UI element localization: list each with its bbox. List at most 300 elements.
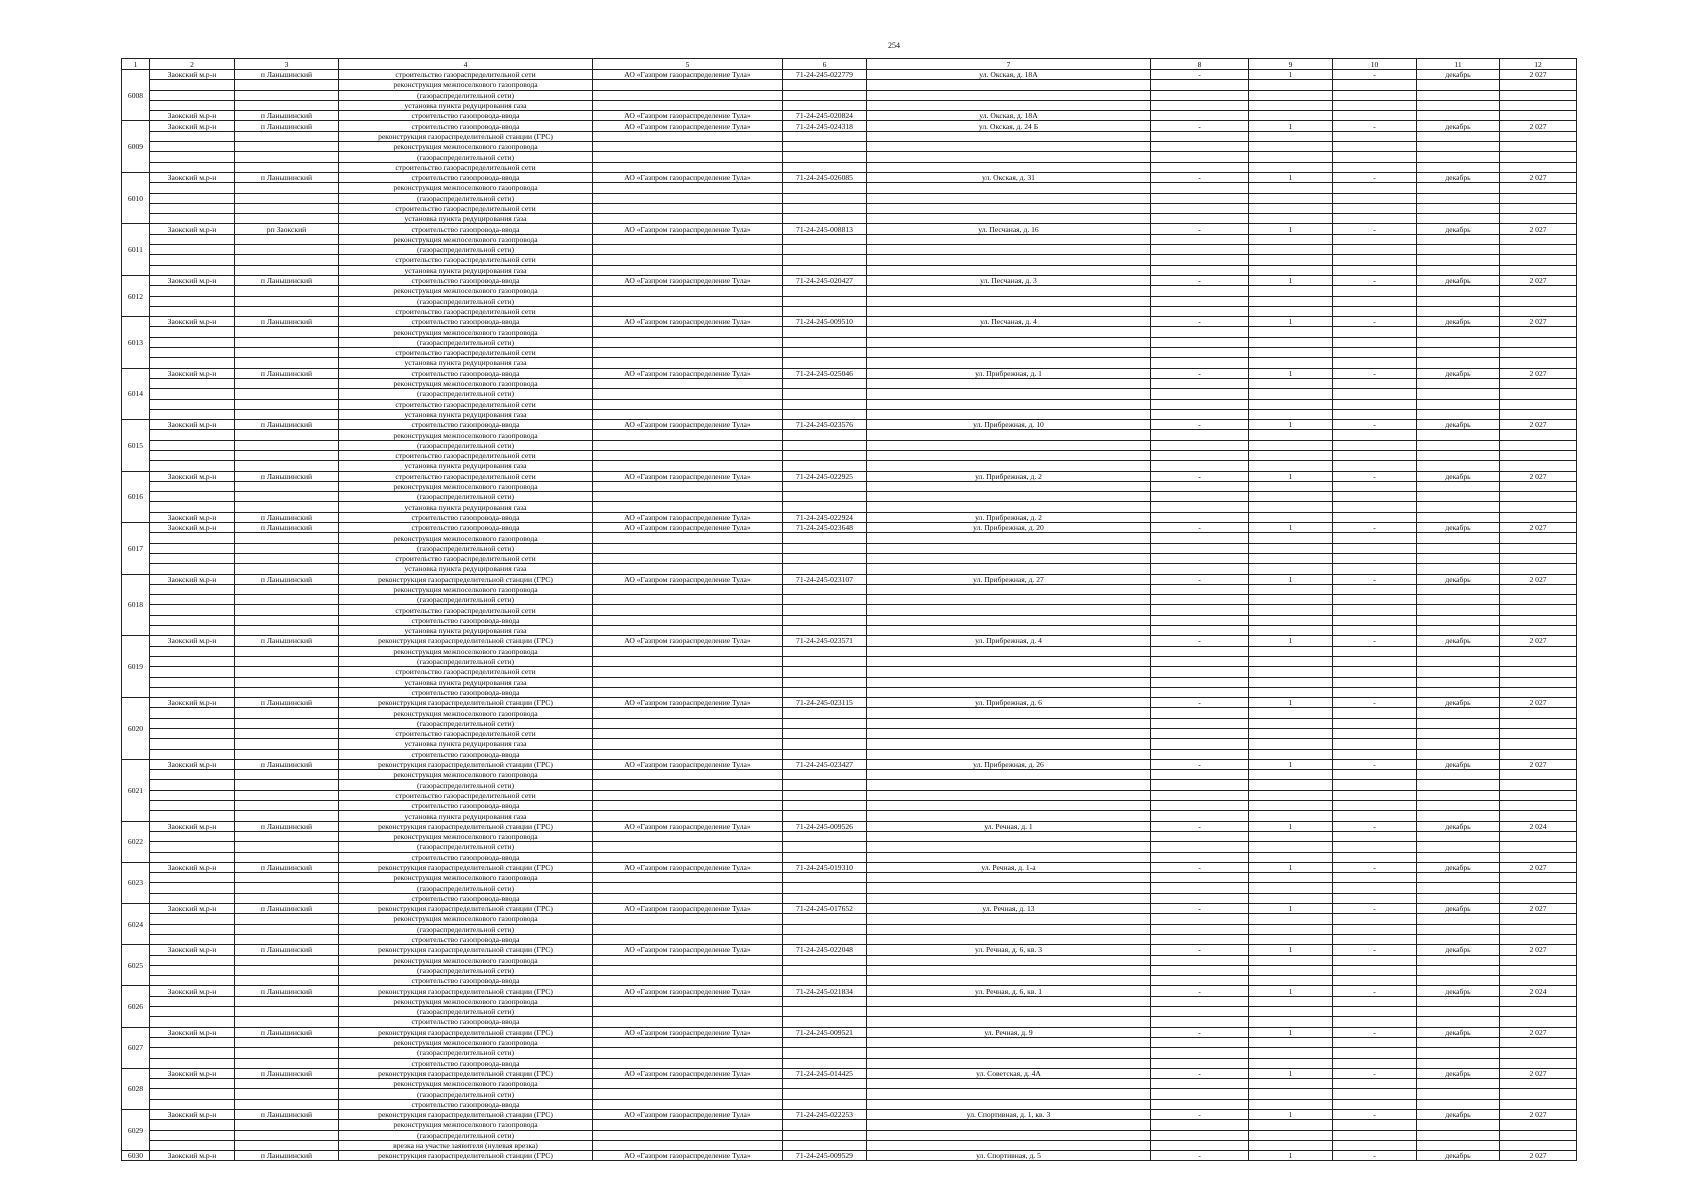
column-9-cell: 1	[1249, 523, 1333, 533]
cadastral-number-cell	[783, 1089, 867, 1099]
organization-cell	[593, 770, 783, 780]
empty-cell	[1151, 1007, 1249, 1017]
empty-cell	[1333, 255, 1417, 265]
organization-cell	[593, 656, 783, 666]
empty-cell	[1500, 80, 1577, 90]
district-cell	[150, 564, 235, 574]
work-type-cell: строительство газопровода-ввода	[339, 1099, 593, 1109]
empty-cell	[1417, 656, 1500, 666]
organization-cell	[593, 739, 783, 749]
empty-cell	[1417, 749, 1500, 759]
empty-cell	[1333, 914, 1417, 924]
year-cell: 2 027	[1500, 1151, 1577, 1161]
empty-cell	[1151, 162, 1249, 172]
empty-cell	[1500, 1099, 1577, 1109]
settlement-cell	[235, 296, 339, 306]
cadastral-number-cell	[783, 934, 867, 944]
empty-cell	[1417, 327, 1500, 337]
empty-cell	[1249, 996, 1333, 1006]
work-type-cell: реконструкция межпоселкового газопровода	[339, 533, 593, 543]
address-cell	[867, 790, 1151, 800]
empty-cell	[1249, 842, 1333, 852]
table-row	[122, 924, 1577, 934]
empty-cell	[1249, 440, 1333, 450]
column-8-cell: -	[1151, 275, 1249, 285]
empty-cell	[1500, 718, 1577, 728]
district-cell: Заокский м.р-н	[150, 224, 235, 234]
column-10-cell: -	[1333, 1068, 1417, 1078]
empty-cell	[1417, 842, 1500, 852]
empty-cell	[1417, 553, 1500, 563]
address-cell	[867, 100, 1151, 110]
column-9-cell: 1	[1249, 275, 1333, 285]
empty-cell	[1333, 595, 1417, 605]
district-cell	[150, 131, 235, 141]
district-cell	[150, 729, 235, 739]
organization-cell	[593, 214, 783, 224]
organization-cell	[593, 1007, 783, 1017]
empty-cell	[1333, 687, 1417, 697]
table-row	[122, 378, 1577, 388]
empty-cell	[1417, 80, 1500, 90]
empty-cell	[1151, 327, 1249, 337]
empty-cell	[1151, 790, 1249, 800]
column-8-cell: -	[1151, 70, 1249, 80]
organization-cell	[593, 1058, 783, 1068]
settlement-cell: п Ланьшинский	[235, 904, 339, 914]
empty-cell	[1249, 1037, 1333, 1047]
empty-cell	[1151, 399, 1249, 409]
district-cell: Заокский м.р-н	[150, 862, 235, 872]
organization-cell: АО «Газпром газораспределение Тула»	[593, 759, 783, 769]
empty-cell	[1500, 389, 1577, 399]
column-9-cell: 1	[1249, 759, 1333, 769]
record-number-cell: 6018	[122, 574, 150, 636]
address-cell	[867, 965, 1151, 975]
address-cell: ул. Спортивная, д. 5	[867, 1151, 1151, 1161]
district-cell: Заокский м.р-н	[150, 1109, 235, 1119]
column-8-cell: -	[1151, 1151, 1249, 1161]
empty-cell	[1417, 1089, 1500, 1099]
table-row	[122, 90, 1577, 100]
cadastral-number-cell	[783, 461, 867, 471]
empty-cell	[1249, 131, 1333, 141]
work-type-cell: реконструкция межпоселкового газопровода	[339, 481, 593, 491]
cadastral-number-cell	[783, 245, 867, 255]
organization-cell	[593, 286, 783, 296]
settlement-cell	[235, 337, 339, 347]
cadastral-number-cell	[783, 142, 867, 152]
cadastral-number-cell: 71-24-245-009521	[783, 1027, 867, 1037]
settlement-cell	[235, 873, 339, 883]
column-8-cell: -	[1151, 986, 1249, 996]
empty-cell	[1500, 770, 1577, 780]
empty-cell	[1417, 337, 1500, 347]
empty-cell	[1500, 914, 1577, 924]
cadastral-number-cell	[783, 790, 867, 800]
table-row	[122, 255, 1577, 265]
empty-cell	[1500, 831, 1577, 841]
organization-cell: АО «Газпром газораспределение Тула»	[593, 862, 783, 872]
empty-cell	[1333, 1099, 1417, 1109]
column-number: 6	[783, 59, 867, 70]
record-number-cell: 6013	[122, 317, 150, 368]
empty-cell	[1500, 883, 1577, 893]
work-type-cell: строительство газопровода-ввода	[339, 687, 593, 697]
organization-cell	[593, 306, 783, 316]
district-cell	[150, 461, 235, 471]
work-type-cell: реконструкция межпоселкового газопровода	[339, 914, 593, 924]
address-cell	[867, 955, 1151, 965]
empty-cell	[1333, 214, 1417, 224]
cadastral-number-cell	[783, 1058, 867, 1068]
empty-cell	[1417, 543, 1500, 553]
district-cell	[150, 893, 235, 903]
cadastral-number-cell	[783, 409, 867, 419]
district-cell	[150, 358, 235, 368]
empty-cell	[1333, 1079, 1417, 1089]
cadastral-number-cell	[783, 162, 867, 172]
settlement-cell	[235, 656, 339, 666]
empty-cell	[1500, 183, 1577, 193]
settlement-cell	[235, 646, 339, 656]
address-cell: ул. Окская, д. 31	[867, 172, 1151, 182]
empty-cell	[1249, 183, 1333, 193]
organization-cell	[593, 152, 783, 162]
year-cell: 2 027	[1500, 121, 1577, 131]
empty-cell	[1333, 461, 1417, 471]
settlement-cell	[235, 667, 339, 677]
district-cell	[150, 1048, 235, 1058]
work-type-cell: (газораспределительной сети)	[339, 245, 593, 255]
organization-cell: АО «Газпром газораспределение Тула»	[593, 1109, 783, 1119]
organization-cell	[593, 996, 783, 1006]
table-row	[122, 615, 1577, 625]
address-cell	[867, 584, 1151, 594]
empty-cell	[1249, 914, 1333, 924]
table-row	[122, 790, 1577, 800]
column-9-cell: 1	[1249, 1068, 1333, 1078]
table-row	[122, 708, 1577, 718]
cadastral-number-cell: 71-24-245-023427	[783, 759, 867, 769]
table-row	[122, 996, 1577, 1006]
address-cell	[867, 80, 1151, 90]
address-cell	[867, 718, 1151, 728]
empty-cell	[1151, 718, 1249, 728]
work-type-cell: реконструкция межпоселкового газопровода	[339, 955, 593, 965]
table-row	[122, 399, 1577, 409]
month-cell: декабрь	[1417, 986, 1500, 996]
work-type-cell: (газораспределительной сети)	[339, 883, 593, 893]
empty-cell	[1500, 708, 1577, 718]
empty-cell	[1333, 203, 1417, 213]
cadastral-number-cell: 71-24-245-009529	[783, 1151, 867, 1161]
empty-cell	[1249, 1079, 1333, 1089]
district-cell	[150, 1037, 235, 1047]
table-row	[122, 801, 1577, 811]
settlement-cell	[235, 461, 339, 471]
empty-cell	[1417, 729, 1500, 739]
district-cell	[150, 801, 235, 811]
cadastral-number-cell: 71-24-245-021834	[783, 986, 867, 996]
cadastral-number-cell	[783, 924, 867, 934]
settlement-cell	[235, 409, 339, 419]
organization-cell	[593, 595, 783, 605]
cadastral-number-cell	[783, 502, 867, 512]
address-cell	[867, 430, 1151, 440]
empty-cell	[1500, 142, 1577, 152]
organization-cell	[593, 337, 783, 347]
table-row	[122, 1037, 1577, 1047]
settlement-cell	[235, 358, 339, 368]
settlement-cell	[235, 193, 339, 203]
empty-cell	[1500, 162, 1577, 172]
empty-cell	[1249, 378, 1333, 388]
district-cell	[150, 718, 235, 728]
settlement-cell	[235, 234, 339, 244]
column-10-cell: -	[1333, 275, 1417, 285]
column-8-cell: -	[1151, 523, 1249, 533]
work-type-cell: (газораспределительной сети)	[339, 965, 593, 975]
organization-cell	[593, 780, 783, 790]
settlement-cell	[235, 1130, 339, 1140]
cadastral-number-cell	[783, 553, 867, 563]
district-cell	[150, 450, 235, 460]
column-9-cell: 1	[1249, 821, 1333, 831]
work-type-cell: установка пункта редуцирования газа	[339, 461, 593, 471]
column-8-cell: -	[1151, 368, 1249, 378]
table-row	[122, 976, 1577, 986]
table-row	[122, 584, 1577, 594]
settlement-cell: п Ланьшинский	[235, 111, 339, 121]
work-type-cell: реконструкция газораспределительной станции (ГРС)	[339, 821, 593, 831]
table-row	[122, 461, 1577, 471]
column-9-cell: 1	[1249, 1151, 1333, 1161]
table-row	[122, 595, 1577, 605]
column-10-cell: -	[1333, 70, 1417, 80]
empty-cell	[1249, 90, 1333, 100]
address-cell	[867, 1099, 1151, 1109]
address-cell: ул. Прибрежная, д. 4	[867, 636, 1151, 646]
organization-cell: АО «Газпром газораспределение Тула»	[593, 574, 783, 584]
district-cell	[150, 646, 235, 656]
empty-cell	[1151, 656, 1249, 666]
empty-cell	[1249, 646, 1333, 656]
organization-cell	[593, 811, 783, 821]
address-cell	[867, 677, 1151, 687]
cadastral-number-cell	[783, 1099, 867, 1109]
empty-cell	[1417, 502, 1500, 512]
empty-cell	[1151, 667, 1249, 677]
settlement-cell	[235, 100, 339, 110]
settlement-cell	[235, 389, 339, 399]
cadastral-number-cell: 71-24-245-009510	[783, 317, 867, 327]
address-cell	[867, 1130, 1151, 1140]
table-row	[122, 111, 1577, 121]
district-cell	[150, 1140, 235, 1150]
empty-cell	[1333, 801, 1417, 811]
empty-cell	[1249, 965, 1333, 975]
record-number-cell: 6010	[122, 172, 150, 223]
cadastral-number-cell	[783, 255, 867, 265]
column-9-cell: 1	[1249, 172, 1333, 182]
address-cell	[867, 450, 1151, 460]
empty-cell	[1333, 142, 1417, 152]
settlement-cell	[235, 1037, 339, 1047]
month-cell: декабрь	[1417, 471, 1500, 481]
empty-cell	[1417, 595, 1500, 605]
column-10-cell: -	[1333, 821, 1417, 831]
empty-cell	[1151, 502, 1249, 512]
empty-cell	[1151, 152, 1249, 162]
district-cell	[150, 934, 235, 944]
address-cell	[867, 348, 1151, 358]
address-cell	[867, 214, 1151, 224]
cadastral-number-cell	[783, 1007, 867, 1017]
district-cell	[150, 142, 235, 152]
address-cell: ул. Спортивная, д. 1, кв. 3	[867, 1109, 1151, 1119]
empty-cell	[1249, 481, 1333, 491]
table-row	[122, 636, 1577, 646]
settlement-cell	[235, 1017, 339, 1027]
column-10-cell: -	[1333, 1109, 1417, 1119]
work-type-cell: установка пункта редуцирования газа	[339, 564, 593, 574]
table-row	[122, 348, 1577, 358]
settlement-cell	[235, 214, 339, 224]
organization-cell: АО «Газпром газораспределение Тула»	[593, 1027, 783, 1037]
empty-cell	[1249, 893, 1333, 903]
empty-cell	[1333, 729, 1417, 739]
work-type-cell: (газораспределительной сети)	[339, 595, 593, 605]
district-cell	[150, 605, 235, 615]
district-cell: Заокский м.р-н	[150, 512, 235, 522]
address-cell	[867, 914, 1151, 924]
table-row	[122, 121, 1577, 131]
cadastral-number-cell	[783, 842, 867, 852]
record-number-cell: 6029	[122, 1109, 150, 1150]
address-cell: ул. Речная, д. 1	[867, 821, 1151, 831]
table-row	[122, 172, 1577, 182]
district-cell	[150, 348, 235, 358]
empty-cell	[1333, 1058, 1417, 1068]
empty-cell	[1249, 80, 1333, 90]
empty-cell	[1333, 90, 1417, 100]
empty-cell	[1249, 873, 1333, 883]
work-type-cell: врезка на участке заявителя (нулевая врезка)	[339, 1140, 593, 1150]
settlement-cell	[235, 399, 339, 409]
settlement-cell	[235, 780, 339, 790]
empty-cell	[1417, 286, 1500, 296]
empty-cell	[1249, 399, 1333, 409]
address-cell	[867, 749, 1151, 759]
column-9-cell: 1	[1249, 986, 1333, 996]
address-cell: ул. Речная, д. 6, кв. 3	[867, 945, 1151, 955]
cadastral-number-cell	[783, 687, 867, 697]
empty-cell	[1249, 718, 1333, 728]
work-type-cell: (газораспределительной сети)	[339, 337, 593, 347]
address-cell	[867, 924, 1151, 934]
empty-cell	[1151, 1099, 1249, 1109]
settlement-cell: п Ланьшинский	[235, 523, 339, 533]
empty-cell	[1500, 976, 1577, 986]
table-row	[122, 965, 1577, 975]
settlement-cell	[235, 80, 339, 90]
district-cell	[150, 492, 235, 502]
settlement-cell	[235, 348, 339, 358]
address-cell: ул. Речная, д. 6, кв. 1	[867, 986, 1151, 996]
work-type-cell: установка пункта редуцирования газа	[339, 739, 593, 749]
organization-cell	[593, 1089, 783, 1099]
cadastral-number-cell: 71-24-245-017652	[783, 904, 867, 914]
cadastral-number-cell	[783, 626, 867, 636]
empty-cell	[1151, 492, 1249, 502]
table-row	[122, 1027, 1577, 1037]
settlement-cell	[235, 790, 339, 800]
record-number-cell: 6014	[122, 368, 150, 419]
settlement-cell: п Ланьшинский	[235, 1068, 339, 1078]
table-row	[122, 430, 1577, 440]
address-cell	[867, 1089, 1151, 1099]
settlement-cell	[235, 976, 339, 986]
district-cell	[150, 924, 235, 934]
settlement-cell	[235, 708, 339, 718]
empty-cell	[1151, 440, 1249, 450]
table-row	[122, 1068, 1577, 1078]
cadastral-number-cell: 71-24-245-009526	[783, 821, 867, 831]
address-cell	[867, 533, 1151, 543]
empty-cell	[1333, 842, 1417, 852]
settlement-cell	[235, 286, 339, 296]
column-9-cell: 1	[1249, 121, 1333, 131]
month-cell: декабрь	[1417, 904, 1500, 914]
organization-cell	[593, 687, 783, 697]
empty-cell	[1151, 90, 1249, 100]
empty-cell	[1500, 100, 1577, 110]
work-type-cell: строительство газопровода-ввода	[339, 317, 593, 327]
empty-cell	[1500, 553, 1577, 563]
empty-cell	[1151, 914, 1249, 924]
empty-cell	[1417, 646, 1500, 656]
empty-cell	[1500, 193, 1577, 203]
empty-cell	[1417, 348, 1500, 358]
settlement-cell: п Ланьшинский	[235, 121, 339, 131]
empty-cell	[1151, 481, 1249, 491]
district-cell	[150, 780, 235, 790]
settlement-cell	[235, 996, 339, 1006]
column-10-cell: -	[1333, 368, 1417, 378]
address-cell	[867, 1037, 1151, 1047]
empty-cell	[1151, 687, 1249, 697]
organization-cell: АО «Газпром газораспределение Тула»	[593, 698, 783, 708]
organization-cell	[593, 481, 783, 491]
month-cell: декабрь	[1417, 1109, 1500, 1119]
settlement-cell: п Ланьшинский	[235, 945, 339, 955]
organization-cell	[593, 718, 783, 728]
table-row	[122, 574, 1577, 584]
empty-cell	[1417, 924, 1500, 934]
organization-cell	[593, 708, 783, 718]
address-cell	[867, 708, 1151, 718]
empty-cell	[1151, 677, 1249, 687]
work-type-cell: реконструкция газораспределительной станции (ГРС)	[339, 945, 593, 955]
district-cell	[150, 296, 235, 306]
work-type-cell: строительство газораспределительной сети	[339, 729, 593, 739]
column-9-cell: 1	[1249, 368, 1333, 378]
empty-cell	[1249, 327, 1333, 337]
empty-cell	[1249, 193, 1333, 203]
empty-cell	[1151, 770, 1249, 780]
work-type-cell: (газораспределительной сети)	[339, 1130, 593, 1140]
